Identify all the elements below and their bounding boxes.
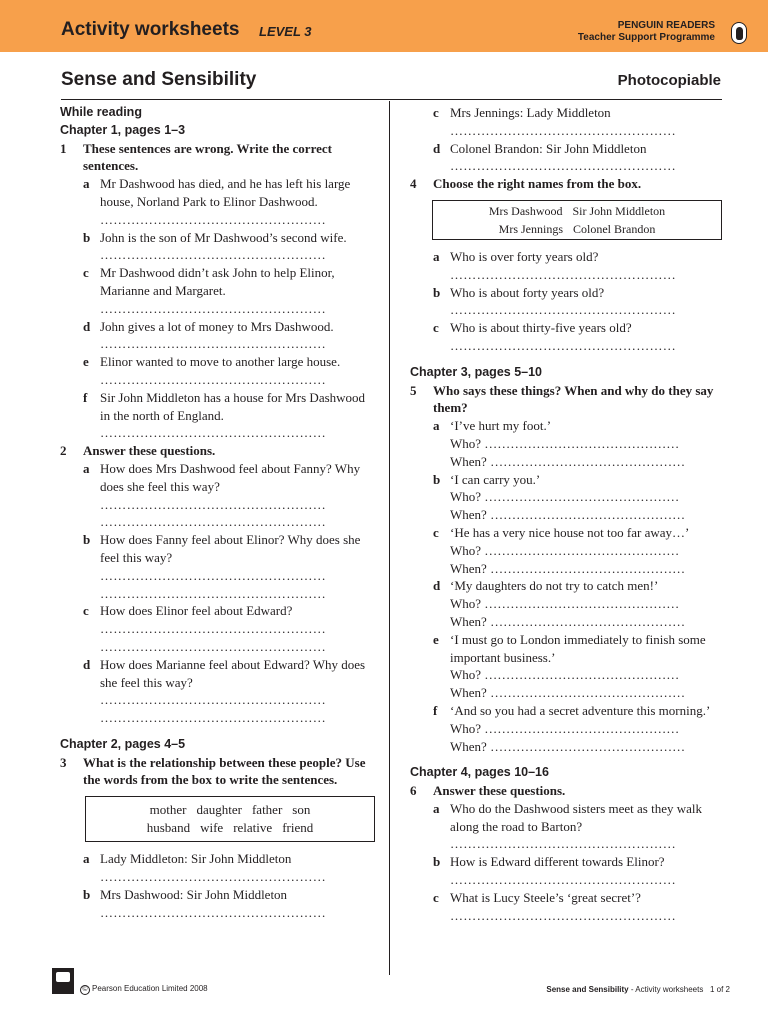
section-while-reading: While reading (60, 105, 142, 119)
when-line[interactable]: When? ……………………………………… (450, 453, 686, 469)
chapter-2-title: Chapter 2, pages 4–5 (60, 736, 186, 751)
answer-line[interactable]: …………………………………………… (450, 122, 677, 138)
question-3: 3 What is the relationship between these people? Use the words from the box to write the sentences. (60, 754, 366, 788)
copyright-icon: © (80, 985, 90, 995)
footer-page-info: Sense and Sensibility - Activity worksheets 1 of 2 (546, 985, 730, 994)
names-box: Mrs Dashwood Sir John Middleton Mrs Jennings Colonel Brandon (432, 200, 722, 240)
who-line[interactable]: Who? ……………………………………… (450, 720, 680, 736)
answer-line[interactable]: …………………………………………… (100, 247, 327, 263)
answer-line[interactable]: …………………………………………… (100, 371, 327, 387)
q1-item-a: a Mr Dashwood has died, and he has left his large house, Norland Park to Elinor Dashwood. (83, 176, 351, 209)
brand-line-2: Teacher Support Programme (577, 32, 715, 43)
footer (0, 968, 768, 1018)
question-1: 1 These sentences are wrong. Write the correct sentences. (60, 140, 332, 174)
q3-item-c: c Mrs Jennings: Lady Middleton (433, 105, 611, 120)
q5-item-b: b ‘I can carry you.’ (433, 471, 541, 487)
answer-line[interactable]: …………………………………………… (450, 266, 677, 282)
answer-line[interactable]: …………………………………………… (100, 336, 327, 352)
answer-line[interactable]: …………………………………………… (100, 869, 327, 885)
right-column (410, 104, 725, 924)
q3-item-d: d Colonel Brandon: Sir John Middleton (433, 140, 647, 156)
left-column (60, 104, 378, 921)
q5-item-d: d ‘My daughters do not try to catch men!’ (433, 578, 659, 594)
chapter-3-title: Chapter 3, pages 5–10 (410, 364, 543, 379)
q6-item-a: a Who do the Dashwood sisters meet as they walk along the road to Barton? (433, 800, 703, 834)
pearson-logo-icon (52, 968, 74, 994)
q6-item-b: b How is Edward different towards Elinor? (433, 854, 665, 870)
answer-line[interactable]: …………………………………………… (100, 904, 327, 920)
q1-item-d: d John gives a lot of money to Mrs Dashwood. (83, 318, 334, 334)
q2-item-b: b How does Fanny feel about Elinor? Why does she feel this way? (83, 532, 361, 565)
answer-line[interactable]: …………………………………………… (100, 567, 327, 583)
who-line[interactable]: Who? ……………………………………… (450, 667, 680, 683)
q2-item-a: a How does Mrs Dashwood feel about Fanny? Why does she feel this way? (83, 460, 361, 494)
q3-item-b: b Mrs Dashwood: Sir John Middleton (83, 886, 288, 902)
answer-line[interactable]: …………………………………………… (100, 496, 327, 512)
question-5: 5 Who says these things? When and why do they say them? (410, 382, 714, 416)
book-title: Sense and Sensibility (61, 69, 257, 90)
question-4: 4 Choose the right names from the box. (410, 176, 642, 192)
title-divider (61, 99, 722, 100)
q4-item-c: c Who is about thirty-five years old? (433, 320, 632, 336)
when-line[interactable]: When? ……………………………………… (450, 560, 686, 576)
answer-line[interactable]: …………………………………………… (450, 872, 677, 888)
q1-item-c: c Mr Dashwood didn’t ask John to help Elinor, Marianne and Margaret. (83, 265, 335, 298)
question-6: 6 Answer these questions. (410, 783, 566, 799)
chapter-4-title: Chapter 4, pages 10–16 (410, 765, 549, 780)
copyright: © Pearson Education Limited 2008 (80, 984, 208, 995)
q5-item-f: f ‘And so you had a secret adventure this morning.’ (433, 702, 711, 718)
q1-item-f: f Sir John Middleton has a house for Mrs Dashwood in the north of England. (83, 389, 366, 423)
q3-item-a: a Lady Middleton: Sir John Middleton (83, 851, 292, 867)
answer-line[interactable]: …………………………………………… (100, 514, 327, 530)
q4-item-a: a Who is over forty years old? (433, 248, 599, 264)
answer-line[interactable]: …………………………………………… (100, 425, 327, 441)
answer-line[interactable]: …………………………………………… (450, 836, 677, 852)
q1-item-b: b John is the son of Mr Dashwood’s second wife. (83, 229, 347, 245)
q2-item-c: c How does Elinor feel about Edward? (83, 603, 293, 619)
q4-item-b: b Who is about forty years old? (433, 284, 605, 300)
question-2: 2 Answer these questions. (60, 443, 216, 459)
when-line[interactable]: When? ……………………………………… (450, 738, 686, 754)
answer-line[interactable]: …………………………………………… (450, 158, 677, 174)
who-line[interactable]: Who? ……………………………………… (450, 542, 680, 558)
answer-line[interactable]: …………………………………………… (100, 300, 327, 316)
who-line[interactable]: Who? ……………………………………… (450, 489, 680, 505)
who-line[interactable]: Who? ……………………………………… (450, 596, 680, 612)
when-line[interactable]: When? ……………………………………… (450, 685, 686, 701)
q5-item-e: e ‘I must go to London immediately to finish some important business.’ (433, 631, 706, 665)
answer-line[interactable]: …………………………………………… (450, 907, 677, 923)
when-line[interactable]: When? ……………………………………… (450, 507, 686, 523)
answer-line[interactable]: …………………………………………… (100, 692, 327, 708)
who-line[interactable]: Who? ……………………………………… (450, 435, 680, 451)
q5-item-a: a ‘I’ve hurt my foot.’ (433, 418, 552, 434)
header-title: Activity worksheets (61, 19, 240, 40)
word-box: mother daughter father son husband wife relative friend (85, 796, 375, 842)
answer-line[interactable]: …………………………………………… (100, 638, 327, 654)
header-bar (0, 0, 768, 52)
q2-item-d: d How does Marianne feel about Edward? Why does she feel this way? (83, 656, 366, 690)
chapter-1-title: Chapter 1, pages 1–3 (60, 122, 186, 137)
answer-line[interactable]: …………………………………………… (100, 710, 327, 726)
column-divider (389, 101, 390, 975)
q5-item-c: c ‘He has a very nice house not too far away…’ (433, 524, 690, 540)
answer-line[interactable]: …………………………………………… (450, 302, 677, 318)
q6-item-c: c What is Lucy Steele’s ‘great secret’? (433, 889, 641, 905)
header-level: LEVEL 3 (259, 24, 312, 39)
answer-line[interactable]: …………………………………………… (100, 621, 327, 637)
q1-item-e: e Elinor wanted to move to another large house. (83, 354, 341, 370)
answer-line[interactable]: …………………………………………… (100, 211, 327, 227)
penguin-logo-icon (731, 22, 747, 44)
brand-line-1: PENGUIN READERS (617, 20, 715, 31)
answer-line[interactable]: …………………………………………… (450, 337, 677, 353)
when-line[interactable]: When? ……………………………………… (450, 613, 686, 629)
answer-line[interactable]: …………………………………………… (100, 585, 327, 601)
brand-block (578, 20, 715, 44)
photocopiable-label: Photocopiable (617, 72, 721, 89)
